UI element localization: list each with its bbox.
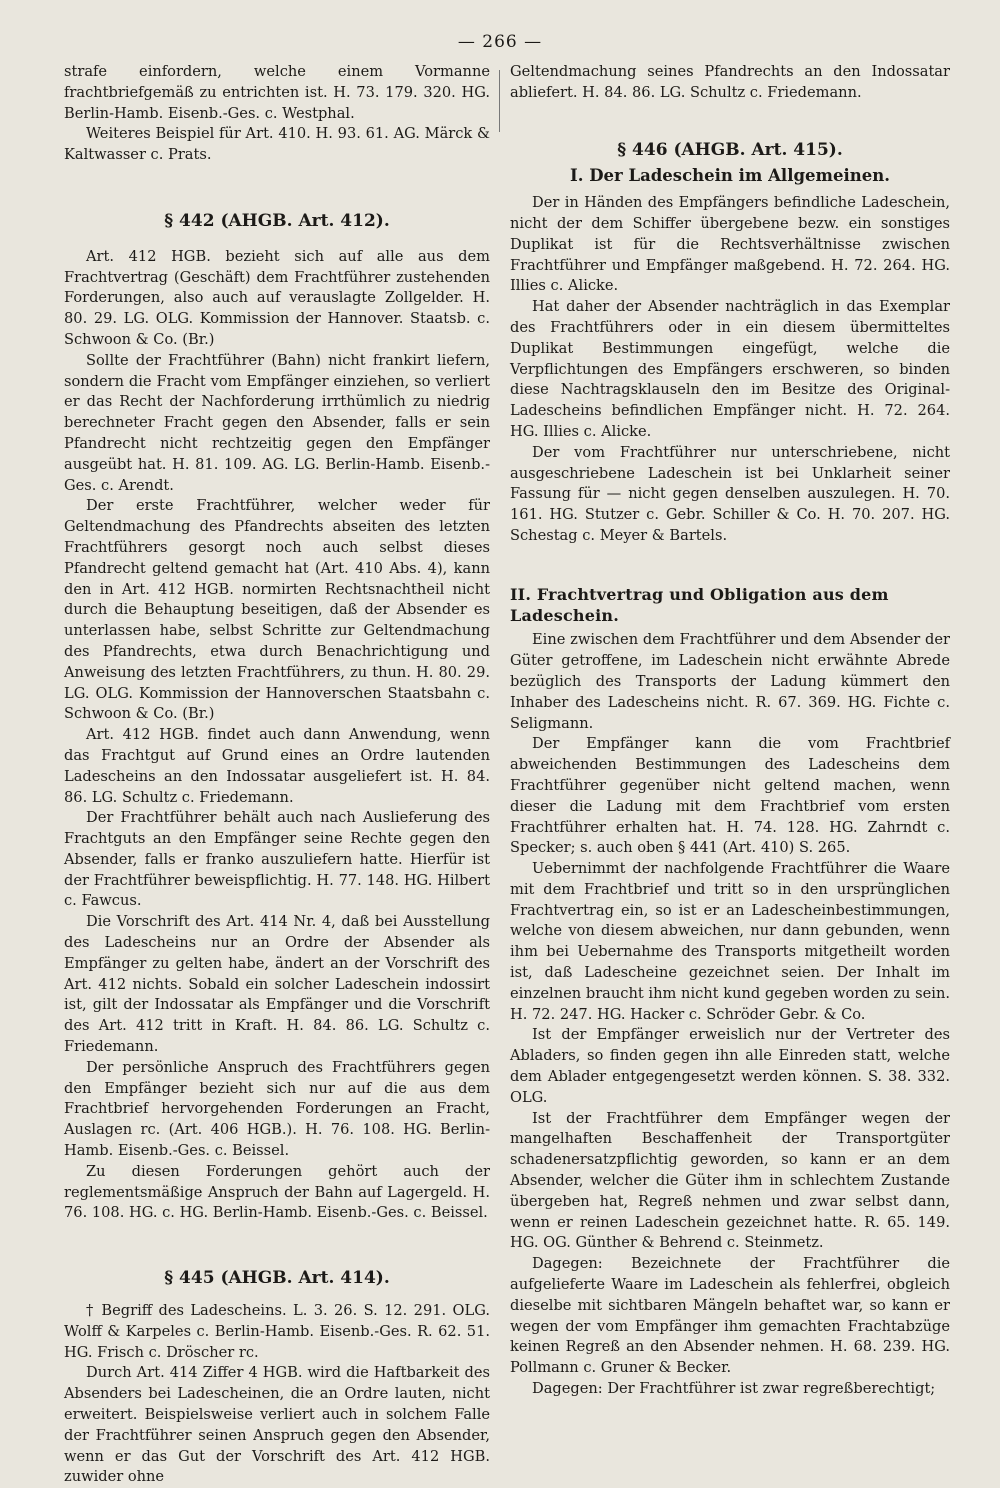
- paragraph: Dagegen: Bezeichnete der Frachtführer die aufgelieferte Waare im Ladeschein als fehlerfrei, obgleich dieselbe mit sichtbaren Mängeln behaftet war, so kann er wegen der vom Empfänger ihm gemachten Frachtabzüge keinen Regreß an den Absender nehmen. H. 68. 239. HG. Pollmann c. Gruner & Becker.: [510, 1255, 950, 1377]
- paragraph: Durch Art. 414 Ziffer 4 HGB. wird die Haftbarkeit des Absenders bei Ladescheinen, die an Ordre lauten, nicht erweitert. Beispielsweise verliert auch in solchem Falle der Frachtführer seinen Anspruch gegen den Absender, wenn er das Gut der Vorschrift des Art. 412 HGB. zuwider ohne: [64, 1364, 490, 1486]
- paragraph: Ist der Frachtführer dem Empfänger wegen der mangelhaften Beschaffenheit der Transportgüter schadenersatzpflichtig geworden, so kann er an dem Absender, welcher die Güter ihm in schlechtem Zustande übergeben hat, Regreß nehmen und zwar selbst dann, wenn er reinen Ladeschein gezeichnet hatte. R. 65. 149. HG. OG. Günther & Behrend c. Steinmetz.: [510, 1109, 950, 1252]
- paragraph: Zu diesen Forderungen gehört auch der reglementsmäßige Anspruch der Bahn auf Lagergeld. H. 76. 108. HG. c. HG. Berlin-Hamb. Eisenb.-Ges. c. Beissel.: [64, 1162, 490, 1222]
- paragraph: Dagegen: Der Frachtführer ist zwar regreßberechtigt;: [532, 1380, 936, 1398]
- subsection-heading-2: II. Frachtvertrag und Obligation aus dem Ladeschein.: [510, 584, 889, 625]
- paragraph: Der Empfänger kann die vom Frachtbrief abweichenden Bestimmungen des Ladescheins dem Frachtführer gegenüber nicht geltend machen, wenn dieser die Ladung mit dem Frachtbrief vom ersten Frachtführer erhalten hat. H. 74. 128. HG. Zahrndt c. Specker; s. auch oben § 441 (Art. 410) S. 265.: [510, 735, 950, 857]
- section-heading-445: § 445 (AHGB. Art. 414).: [164, 1268, 390, 1289]
- paragraph: Art. 412 HGB. findet auch dann Anwendung, wenn das Frachtgut auf Grund eines an Ordre lautenden Ladescheins an den Indossatar ausgeliefert ist. H. 84. 86. LG. Schultz c. Friedemann.: [64, 726, 490, 806]
- paragraph: Der vom Frachtführer nur unterschriebene, nicht ausgeschriebene Ladeschein ist bei Unklarheit seiner Fassung für — nicht gegen denselben auszulegen. H. 70. 161. HG. Stutzer c. Gebr. Schiller & Co. H. 70. 207. HG. Schestag c. Meyer & Bartels.: [510, 443, 950, 544]
- paragraph: Der persönliche Anspruch des Frachtführers gegen den Empfänger bezieht sich nur auf die aus dem Frachtbrief hervorgehenden Forderungen an Fracht, Auslagen rc. (Art. 406 HGB.). H. 76. 108. HG. Berlin-Hamb. Eisenb.-Ges. c. Beissel.: [64, 1058, 490, 1160]
- paragraph: † Begriff des Ladescheins. L. 3. 26. S. 12. 291. OLG. Wolff & Karpeles c. Berlin-Hamb. Eisenb.-Ges. R. 62. 51. HG. Frisch c. Dröscher rc.: [64, 1302, 490, 1361]
- section-heading-446: § 446 (AHGB. Art. 415).: [617, 139, 843, 160]
- paragraph: Der Frachtführer behält auch nach Auslieferung des Frachtguts an den Empfänger seine Rechte gegen den Absender, falls er franko auszuliefern hatte. Hierfür ist der Frachtführer beweispflichtig. H. 77. 148. HG. Hilbert c. Fawcus.: [64, 809, 490, 910]
- paragraph: Die Vorschrift des Art. 414 Nr. 4, daß bei Ausstellung des Ladescheins nur an Ordre der Absender als Empfänger zu gelten habe, ändert an der Vorschrift des Art. 412 nichts. Sobald ein solcher Ladeschein indossirt ist, gilt der Indossatar als Empfänger und die Vorschrift des Art. 412 tritt in Kraft. H. 84. 86. LG. Schultz c. Friedemann.: [64, 913, 490, 1056]
- column-divider: [499, 70, 500, 132]
- paragraph: Hat daher der Absender nachträglich in das Exemplar des Frachtführers oder in ein diesem übermitteltes Duplikat Bestimmungen eingefügt, welche die Verpflichtungen des Empfängers erschweren, so binden diese Nachtragsklauseln den im Besitze des Original-Ladescheins befindlichen Empfänger nicht. H. 72. 264. HG. Illies c. Alicke.: [510, 298, 950, 440]
- paragraph: Ist der Empfänger erweislich nur der Vertreter des Abladers, so finden gegen ihn alle Einreden statt, welche dem Ablader entgegengesetzt werden können. S. 38. 332. OLG.: [510, 1026, 950, 1106]
- paragraph: Uebernimmt der nachfolgende Frachtführer die Waare mit dem Frachtbrief und tritt so in den ursprünglichen Frachtvertrag ein, so ist er an Ladescheinbestimmungen, welche von diesem abweichen, nur dann gebunden, wenn ihm bei Uebernahme des Transports mitgetheilt worden ist, daß Ladescheine gezeichnet seien. Der Inhalt im einzelnen braucht ihm nicht kund gegeben worden zu sein. H. 72. 247. HG. Hacker c. Schröder Gebr. & Co.: [510, 860, 950, 1023]
- paragraph: Der erste Frachtführer, welcher weder für Geltendmachung des Pfandrechts abseiten des letzten Frachtführers gesorgt noch auch selbst dieses Pfandrecht geltend gemacht hat (Art. 410 Abs. 4), kann den in Art. 412 HGB. normirten Rechtsnachtheil nicht durch die Behauptung beseitigen, daß der Absender es unterlassen habe, selbst Schritte zur Geltendmachung des Pfandrechts, etwa durch Benachrichtigung und Anweisung des letzten Frachtführers, zu thun. H. 80. 29. LG. OLG. Kommission der Hannoverschen Staatsbahn c. Schwoon & Co. (Br.): [64, 497, 490, 723]
- subsection-heading-1: I. Der Ladeschein im Allgemeinen.: [570, 166, 890, 186]
- paragraph: strafe einfordern, welche einem Vormanne frachtbriefgemäß zu entrichten ist. H. 73. 179. 320. HG. Berlin-Hamb. Eisenb.-Ges. c. Westphal.: [64, 63, 490, 122]
- paragraph: Art. 412 HGB. bezieht sich auf alle aus dem Frachtvertrag (Geschäft) dem Frachtführer zustehenden Forderungen, also auch auf verauslagte Zollgelder. H. 80. 29. LG. OLG. Kommission der Hannover. Staatsb. c. Schwoon & Co. (Br.): [64, 247, 490, 348]
- paragraph: Der in Händen des Empfängers befindliche Ladeschein, nicht der dem Schiffer übergebene bezw. ein sonstiges Duplikat ist für die Rechtsverhältnisse zwischen Frachtführer und Empfänger maßgebend. H. 72. 264. HG. Illies c. Alicke.: [510, 194, 950, 295]
- paragraph: Sollte der Frachtführer (Bahn) nicht frankirt liefern, sondern die Fracht vom Empfänger einziehen, so verliert er das Recht der Nachforderung irrthümlich zu niedrig berechneter Fracht gegen den Absender, falls er sein Pfandrecht nicht rechtzeitig gegen den Empfänger ausgeübt hat. H. 81. 109. AG. LG. Berlin-Hamb. Eisenb.-Ges. c. Arendt.: [64, 351, 490, 494]
- right-column: [510, 62, 950, 1400]
- page-number: — 266 —: [457, 32, 543, 52]
- paragraph: Geltendmachung seines Pfandrechts an den Indossatar abliefert. H. 84. 86. LG. Schultz c. Friedemann.: [510, 63, 950, 101]
- left-column: [64, 62, 490, 1488]
- paragraph: Weiteres Beispiel für Art. 410. H. 93. 61. AG. Märck & Kaltwasser c. Prats.: [64, 125, 490, 164]
- paragraph: Eine zwischen dem Frachtführer und dem Absender der Güter getroffene, im Ladeschein nicht erwähnte Abrede bezüglich des Transports der Ladung kümmert den Inhaber des Ladescheins nicht. R. 67. 369. HG. Fichte c. Seligmann.: [510, 631, 950, 732]
- section-heading-442: § 442 (AHGB. Art. 412).: [164, 210, 390, 231]
